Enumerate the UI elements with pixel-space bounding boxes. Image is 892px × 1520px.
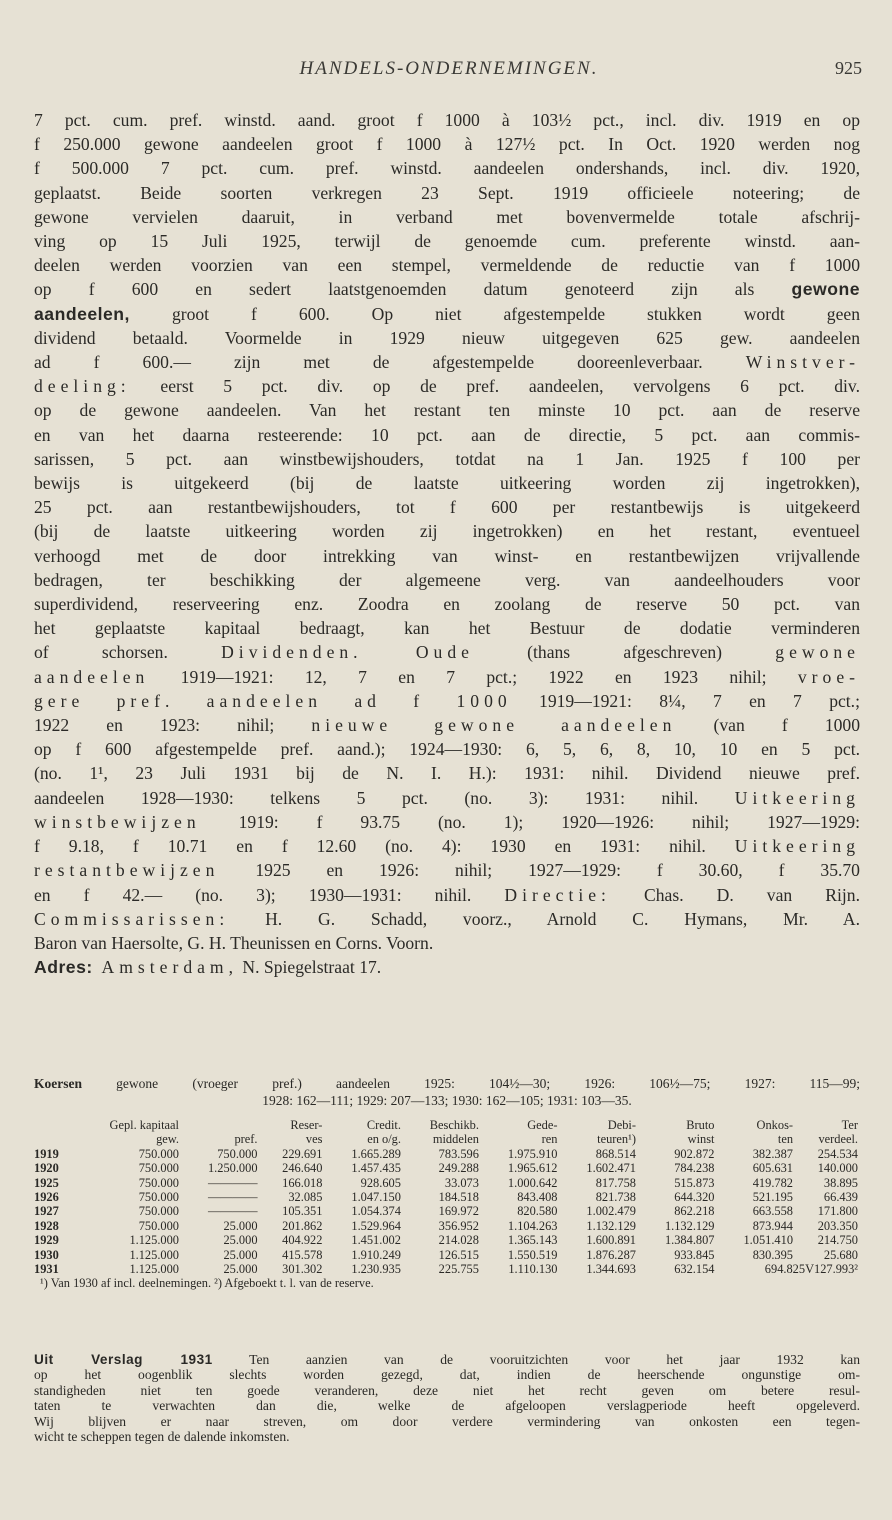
table-cell: 1.104.263 bbox=[507, 1218, 558, 1233]
text-line: sarissen, 5 pct. aan winstbewijshouders, totdat na 1 Jan. 1925 f 100 per bbox=[34, 448, 860, 469]
table-header-row bbox=[34, 1132, 860, 1146]
column-header: ren bbox=[541, 1132, 558, 1147]
text-line: deelen werden voorzien van een stempel, vermeldende de reductie van f 1000 bbox=[34, 255, 860, 276]
table-cell: 32.085 bbox=[288, 1190, 323, 1205]
table-cell: 301.302 bbox=[282, 1262, 323, 1277]
table-cell: 171.800 bbox=[817, 1204, 858, 1219]
text-line bbox=[34, 713, 860, 737]
text-line: Baron van Haersolte, G. H. Theunissen en Corns. Voorn. bbox=[34, 932, 434, 953]
text-segment: Ten aanzien van de vooruitzichten voor het jaar 1932 kan bbox=[249, 1352, 860, 1367]
financial-table bbox=[34, 1118, 860, 1291]
table-cell: 817.758 bbox=[595, 1175, 636, 1190]
label-nieuwe-gewone: nieuwe gewone aandeelen bbox=[311, 715, 677, 736]
text-segment: gewone (vroeger pref.) aandeelen 1925: 104½—30; 1926: 106½—75; 1927: 115—99; bbox=[116, 1076, 860, 1091]
table-cell: 902.872 bbox=[674, 1146, 715, 1161]
table-cell: 249.288 bbox=[438, 1161, 479, 1176]
column-header: Beschikb. bbox=[429, 1118, 479, 1132]
page-number: 925 bbox=[835, 58, 862, 78]
table-cell: 1.457.435 bbox=[351, 1161, 401, 1176]
table-cell: 166.018 bbox=[282, 1175, 323, 1190]
text-segment: Chas. D. van Rijn. bbox=[644, 884, 860, 905]
year-cell: 1926 bbox=[34, 1190, 59, 1205]
table-cell: 515.873 bbox=[674, 1175, 715, 1190]
text-segment: H. G. Schadd, voorz., Arnold C. Hymans, Mr. A. bbox=[265, 908, 860, 929]
text-line: standigheden niet ten goede veranderen, deze niet het recht geven om betere resul- bbox=[34, 1382, 860, 1398]
table-row bbox=[34, 1176, 860, 1190]
year-cell: 1920 bbox=[34, 1161, 59, 1176]
table-cell: 184.518 bbox=[438, 1190, 479, 1205]
text-segment: eerst 5 pct. div. op de pref. aandeelen, vervolgens 6 pct. div. bbox=[160, 376, 860, 397]
label-vroegere-cont: gere pref. aandeelen ad f 1000 bbox=[34, 690, 512, 711]
table-cell: 1.054.374 bbox=[351, 1204, 401, 1219]
table-row bbox=[34, 1190, 860, 1204]
text-segment: f 9.18, f 10.71 en f 12.60 (no. 4): 1930 en 1931: nihil. bbox=[34, 836, 706, 857]
text-line: wicht te scheppen tegen de dalende inkomsten. bbox=[34, 1429, 290, 1445]
table-cell: 868.514 bbox=[595, 1146, 636, 1161]
label-winstverdeeling-cont: deeling: bbox=[34, 376, 131, 397]
label-koersen: Koersen bbox=[34, 1076, 82, 1091]
text-line: 7 pct. cum. pref. winstd. aand. groot f 1000 à 103½ pct., incl. div. 1919 en op bbox=[34, 110, 860, 130]
text-line bbox=[34, 665, 860, 689]
text-line: 1928: 162—111; 1929: 207—133; 1930: 162—105; 1931: 103—35. bbox=[262, 1093, 632, 1108]
column-header bbox=[34, 1132, 73, 1146]
table-row bbox=[34, 1161, 860, 1175]
text-line bbox=[34, 834, 860, 858]
text-line: het geplaatste kapitaal bedraagt, kan het Bestuur de dodatie verminderen bbox=[34, 618, 860, 639]
label-vroegere: vroe- bbox=[797, 666, 860, 687]
column-header: pref. bbox=[234, 1132, 258, 1147]
text-line bbox=[34, 689, 860, 713]
text-line bbox=[34, 277, 860, 301]
page-header bbox=[36, 58, 862, 88]
column-header: verdeel. bbox=[818, 1132, 858, 1147]
company-description bbox=[34, 108, 860, 979]
table-cell: 632.154 bbox=[674, 1262, 715, 1277]
column-header: Ter bbox=[841, 1118, 858, 1132]
label-winstverdeeling: Winstver- bbox=[745, 352, 860, 373]
table-cell: 830.395 bbox=[752, 1247, 794, 1262]
text-line: taten te verwachten dan die, welke de afgeloopen verslagperiode heeft opgeleverd. bbox=[34, 1398, 860, 1414]
column-header: winst bbox=[687, 1132, 715, 1147]
table-row bbox=[34, 1233, 860, 1247]
label-uitkeering-2: Uitkeering bbox=[734, 836, 860, 857]
table-cell: 928.605 bbox=[360, 1175, 401, 1190]
koersen-section bbox=[34, 1075, 860, 1109]
table-cell: 821.738 bbox=[595, 1190, 636, 1205]
table-cell: 521.195 bbox=[752, 1190, 794, 1205]
table-cell: 1.230.935 bbox=[351, 1262, 401, 1277]
text-segment: 1922 en 1923: nihil; bbox=[34, 715, 275, 736]
table-cell: 419.782 bbox=[752, 1175, 794, 1190]
column-header: ves bbox=[305, 1132, 323, 1147]
table-cell: 1.665.289 bbox=[351, 1146, 401, 1161]
column-header: teuren¹) bbox=[597, 1132, 636, 1147]
table-cell: 1.132.129 bbox=[664, 1218, 715, 1233]
table-cell: ———— bbox=[207, 1204, 258, 1219]
table-cell: 663.558 bbox=[752, 1204, 794, 1219]
table-row bbox=[34, 1204, 860, 1218]
table-row bbox=[34, 1219, 860, 1233]
label-dividenden: Dividenden. bbox=[221, 642, 363, 663]
text-segment: of schorsen. bbox=[34, 642, 168, 663]
column-header: Gede- bbox=[527, 1118, 558, 1132]
text-segment: en f 42.— (no. 3); 1930—1931: nihil. bbox=[34, 884, 472, 905]
text-line bbox=[34, 640, 860, 664]
table-body bbox=[34, 1147, 860, 1277]
label-uit-verslag: Uit Verslag 1931 bbox=[34, 1352, 213, 1367]
table-cell: 66.439 bbox=[823, 1190, 858, 1205]
label-adres: Adres: bbox=[34, 957, 93, 978]
table-cell: 1.132.129 bbox=[586, 1218, 636, 1233]
table-cell: ———— bbox=[207, 1190, 258, 1205]
table-cell: 1.110.130 bbox=[508, 1262, 558, 1277]
table-cell: 225.755 bbox=[438, 1262, 479, 1277]
label-aandeelen: aandeelen bbox=[34, 666, 150, 687]
text-line: en van het daarna resteerende: 10 pct. aan de directie, 5 pct. aan commis- bbox=[34, 424, 860, 445]
column-header: gew. bbox=[156, 1132, 179, 1147]
column-header: Credit. bbox=[366, 1118, 401, 1132]
table-cell: 750.000 bbox=[138, 1146, 179, 1161]
text-segment: ad f 600.— zijn met de afgestempelde dooreenleverbaar. bbox=[34, 352, 703, 373]
table-cell: 254.534 bbox=[817, 1146, 858, 1161]
year-cell: 1927 bbox=[34, 1204, 59, 1219]
table-cell: 1.602.471 bbox=[586, 1161, 636, 1176]
table-cell: 873.944 bbox=[752, 1218, 794, 1233]
text-line: f 250.000 gewone aandeelen groot f 1000 à 127½ pct. In Oct. 1920 werden nog bbox=[34, 134, 860, 155]
year-cell: 1929 bbox=[34, 1233, 59, 1248]
table-cell: 862.218 bbox=[674, 1204, 715, 1219]
column-header: en o/g. bbox=[367, 1132, 401, 1147]
table-cell: 1.051.410 bbox=[743, 1233, 794, 1248]
text-segment: 1919—1921: 8¼, 7 en 7 pct.; bbox=[539, 690, 860, 711]
label-winstbewijzen: winstbewijzen bbox=[34, 811, 201, 832]
table-cell: 750.000 bbox=[138, 1218, 179, 1233]
text-line: dividend betaald. Voormelde in 1929 nieuw uitgegeven 625 gew. aandeelen bbox=[34, 327, 860, 348]
table-cell: 820.580 bbox=[517, 1204, 558, 1219]
table-cell: 126.515 bbox=[438, 1247, 479, 1262]
table-row bbox=[34, 1248, 860, 1262]
table-cell: 246.640 bbox=[282, 1161, 323, 1176]
text-line bbox=[34, 858, 860, 882]
running-title: HANDELS-ONDERNEMINGEN. bbox=[299, 58, 599, 79]
address-street: N. Spiegelstraat 17. bbox=[242, 957, 382, 978]
table-cell: 605.631 bbox=[752, 1161, 794, 1176]
text-line: op f 600 afgestempelde pref. aand.); 1924—1930: 6, 5, 6, 8, 10, 10 en 5 pct. bbox=[34, 739, 860, 760]
label-oude: Oude bbox=[415, 642, 474, 663]
table-cell: 1.365.143 bbox=[507, 1233, 558, 1248]
table-cell: 25.000 bbox=[223, 1247, 258, 1262]
table-cell: 404.922 bbox=[282, 1233, 323, 1248]
table-cell: 1.600.891 bbox=[586, 1233, 636, 1248]
table-cell: 644.320 bbox=[674, 1190, 715, 1205]
table-cell: 105.351 bbox=[282, 1204, 323, 1219]
text-segment: 1925 en 1926: nihil; 1927—1929: f 30.60, f 35.70 bbox=[255, 860, 860, 881]
table-row bbox=[34, 1147, 860, 1161]
text-segment: groot f 600. Op niet afgestempelde stukken wordt geen bbox=[171, 303, 860, 324]
table-cell: 1.125.000 bbox=[129, 1233, 179, 1248]
table-cell: 694.825V127.993² bbox=[764, 1262, 858, 1277]
text-line: bedragen, ter beschikking der algemeene verg. van aandeelhouders voor bbox=[34, 569, 860, 590]
table-cell: 1.910.249 bbox=[351, 1247, 401, 1262]
table-cell: 750.000 bbox=[138, 1161, 179, 1176]
table-cell: 356.952 bbox=[438, 1218, 479, 1233]
text-line: verhoogd met de door intrekking van winst- en restantbewijzen vrijvallende bbox=[34, 545, 860, 566]
bold-label-aandeelen: aandeelen, bbox=[34, 303, 130, 324]
table-cell: 1.975.910 bbox=[507, 1146, 558, 1161]
table-cell: 1.000.642 bbox=[507, 1175, 558, 1190]
table-cell: 38.895 bbox=[823, 1175, 858, 1190]
table-cell: 1.529.964 bbox=[351, 1218, 401, 1233]
bold-label-gewone: gewone bbox=[791, 279, 860, 300]
label-commissarissen: Commissarissen: bbox=[34, 908, 230, 929]
table-cell: 201.862 bbox=[282, 1218, 323, 1233]
text-segment: (van f 1000 bbox=[713, 715, 861, 736]
column-header: Debi- bbox=[607, 1118, 636, 1132]
table-cell: 1.125.000 bbox=[129, 1247, 179, 1262]
table-cell: 415.578 bbox=[282, 1247, 323, 1262]
text-segment: (thans afgeschreven) bbox=[527, 642, 723, 663]
table-cell: 25.000 bbox=[223, 1233, 258, 1248]
table-cell: 750.000 bbox=[138, 1190, 179, 1205]
table-cell: 750.000 bbox=[138, 1204, 179, 1219]
table-cell: 1.047.150 bbox=[351, 1190, 401, 1205]
text-line: bewijs is uitgekeerd (bij de laatste uitkeering worden zij ingetrokken), bbox=[34, 473, 860, 494]
table-cell: 229.691 bbox=[282, 1146, 323, 1161]
column-header bbox=[34, 1118, 73, 1132]
table-cell: 1.965.612 bbox=[507, 1161, 558, 1176]
text-line: op de gewone aandeelen. Van het restant ten minste 10 pct. aan de reserve bbox=[34, 400, 860, 421]
table-cell: 25.000 bbox=[223, 1218, 258, 1233]
text-line bbox=[34, 1075, 860, 1092]
column-header: middelen bbox=[432, 1132, 479, 1147]
financial-data-table bbox=[34, 1118, 860, 1276]
text-line bbox=[34, 374, 860, 398]
table-cell: 1.250.000 bbox=[207, 1161, 258, 1176]
table-cell: 783.596 bbox=[438, 1146, 479, 1161]
table-cell: 25.000 bbox=[223, 1262, 258, 1277]
column-header: Reser- bbox=[290, 1118, 323, 1132]
table-cell: 933.845 bbox=[674, 1247, 715, 1262]
column-header: ten bbox=[777, 1132, 794, 1147]
text-line: 25 pct. aan restantbewijshouders, tot f 600 per restantbewijs is uitgekeerd bbox=[34, 497, 860, 518]
address-line bbox=[34, 955, 860, 979]
text-segment: 1919: f 93.75 (no. 1); 1920—1926: nihil; 1927—1929: bbox=[238, 811, 860, 832]
text-segment: 1919—1921: 12, 7 en 7 pct.; 1922 en 1923 nihil; bbox=[180, 666, 767, 687]
table-cell: 1.125.000 bbox=[129, 1262, 179, 1277]
text-line bbox=[34, 302, 860, 326]
text-line bbox=[34, 350, 860, 374]
text-line: geplaatst. Beide soorten verkregen 23 Sept. 1919 officieele noteering; de bbox=[34, 182, 860, 203]
label-uitkeering: Uitkeering bbox=[734, 787, 860, 808]
table-cell: 750.000 bbox=[138, 1175, 179, 1190]
table-header-row bbox=[34, 1118, 860, 1132]
column-header bbox=[181, 1118, 260, 1132]
column-header: Onkos- bbox=[756, 1118, 794, 1132]
text-line bbox=[34, 786, 860, 810]
text-line: gewone vervielen daaruit, in verband met bovenvermelde totale afschrij- bbox=[34, 206, 860, 227]
table-cell: 1.002.479 bbox=[586, 1204, 636, 1219]
table-cell: 1.384.807 bbox=[664, 1233, 715, 1248]
text-line: (bij de laatste uitkeering worden zij ingetrokken) en het restant, eventueel bbox=[34, 521, 860, 542]
text-segment: aandeelen 1928—1930: telkens 5 pct. (no. 3): 1931: nihil. bbox=[34, 787, 699, 808]
text-line: op het oogenblik slechts worden gezegd, dat, indien de heerschende ongunstige om- bbox=[34, 1367, 860, 1383]
table-cell: 1.550.519 bbox=[507, 1247, 558, 1262]
text-line: Wij blijven er naar streven, om door verdere vermindering van onkosten een tegen- bbox=[34, 1413, 860, 1429]
table-cell: 25.680 bbox=[823, 1247, 858, 1262]
text-line: ving op 15 Juli 1925, terwijl de genoemde cum. preferente winstd. aan- bbox=[34, 231, 860, 252]
table-cell: 203.350 bbox=[817, 1218, 858, 1233]
table-cell: 33.073 bbox=[444, 1175, 479, 1190]
year-cell: 1919 bbox=[34, 1146, 59, 1161]
table-cell: 843.408 bbox=[517, 1190, 558, 1205]
year-cell: 1928 bbox=[34, 1218, 59, 1233]
column-header: Gepl. kapitaal bbox=[109, 1118, 179, 1132]
table-cell: 214.750 bbox=[817, 1233, 858, 1248]
label-restantbewijzen: restantbewijzen bbox=[34, 860, 220, 881]
label-directie: Directie: bbox=[504, 884, 611, 905]
verslag-section bbox=[34, 1352, 860, 1444]
table-cell: 169.972 bbox=[438, 1204, 479, 1219]
table-cell: 1.451.002 bbox=[351, 1233, 401, 1248]
table-cell: 1.876.287 bbox=[586, 1247, 636, 1262]
text-line bbox=[34, 810, 860, 834]
text-line bbox=[34, 883, 860, 907]
year-cell: 1930 bbox=[34, 1247, 59, 1262]
table-cell: 382.387 bbox=[752, 1146, 794, 1161]
label-gewone: gewone bbox=[775, 642, 860, 663]
text-line: f 500.000 7 pct. cum. pref. winstd. aandeelen ondershands, incl. div. 1920, bbox=[34, 158, 860, 179]
address-city: Amsterdam, bbox=[101, 957, 239, 978]
table-cell: 750.000 bbox=[217, 1146, 258, 1161]
table-cell: 784.238 bbox=[674, 1161, 715, 1176]
table-row bbox=[34, 1262, 860, 1276]
year-cell: 1931 bbox=[34, 1262, 59, 1277]
year-cell: 1925 bbox=[34, 1175, 59, 1190]
text-segment: op f 600 en sedert laatstgenoemden datum genoteerd zijn als bbox=[34, 279, 755, 300]
column-header: Bruto bbox=[686, 1118, 715, 1132]
table-cell: 1.344.693 bbox=[586, 1262, 636, 1277]
text-line bbox=[34, 907, 860, 931]
table-cell: 214.028 bbox=[438, 1233, 479, 1248]
text-line: superdividend, reserveering enz. Zoodra en zoolang de reserve 50 pct. van bbox=[34, 594, 860, 615]
table-cell: ———— bbox=[207, 1175, 258, 1190]
text-line: (no. 1¹, 23 Juli 1931 bij de N. I. H.): 1931: nihil. Dividend nieuwe pref. bbox=[34, 763, 860, 784]
table-footnote: ¹) Van 1930 af incl. deelnemingen. ²) Afgeboekt t. l. van de reserve. bbox=[40, 1276, 374, 1291]
text-line bbox=[34, 1352, 860, 1367]
table-cell: 140.000 bbox=[817, 1161, 858, 1176]
